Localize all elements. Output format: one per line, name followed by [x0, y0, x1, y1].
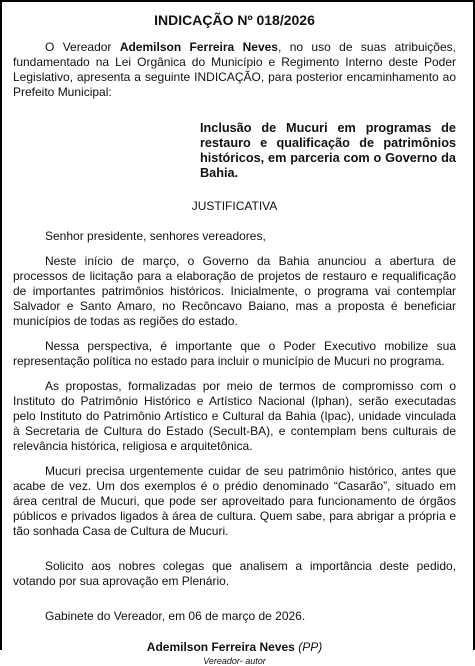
paragraph: Solicito aos nobres colegas que analisem a importância deste pedido, votando por sua aprovação em Plenário. — [13, 559, 456, 588]
signature-block — [13, 640, 456, 655]
opening-text: , no uso de suas atribuições, fundamentado na Lei Orgânica do Município e Regimento Interno deste Poder Legislativo, apresenta a seguinte INDICAÇÃO, para posterior encaminhamento ao Prefeito Municipal: — [13, 40, 456, 99]
signature-role: Vereador- autor — [203, 656, 266, 666]
signature-name: Ademilson Ferreira Neves — [146, 640, 295, 654]
author-name: Ademilson Ferreira Neves — [119, 40, 278, 54]
paragraph: As propostas, formalizadas por meio de termos de compromisso com o Instituto do Patrimônio Histórico e Artístico Nacional (Iphan), serão executadas pelo Instituto do Patrimônio Artístico e Cultural da Bahia (Ipac), unidade vinculada à Secretaria de Cultura do Estado (Secult-BA), e contemplam bens culturais de relevância histórica, religiosa e arquitetônica. — [13, 379, 456, 453]
paragraph: Neste início de março, o Governo da Bahia anunciou a abertura de processos de licitação para a elaboração de projetos de restauro e requalificação de importantes patrimônios históricos. Inicialmente, o programa vai contemplar Salvador e Santo Amaro, no Recôncavo Baiano, mas a proposta é beneficiar municípios de todas as regiões do estado. — [13, 254, 456, 328]
signature-party: (PP) — [298, 640, 323, 654]
opening-lead: O Vereador — [45, 40, 120, 54]
salutation: Senhor presidente, senhores vereadores, — [45, 229, 266, 243]
document-title: INDICAÇÃO Nº 018/2026 — [154, 12, 315, 28]
paragraph: Mucuri precisa urgentemente cuidar de seu patrimônio histórico, antes que acabe de vez. Um dos exemplos é o prédio denominado “Casarão”, situado em área central de Mucuri, que pode ser aproveitado para funcionamento de órgãos públicos e privados ligados à área de cultura. Quem sabe, para abrigar a própria e tão sonhada Casa de Cultura de Mucuri. — [13, 464, 456, 538]
opening-paragraph — [13, 40, 456, 100]
closing-line: Gabinete do Vereador, em 06 de março de 2026. — [45, 609, 306, 623]
justification-heading: JUSTIFICATIVA — [191, 199, 278, 213]
indication-summary: Inclusão de Mucuri em programas de restauro e qualificação de patrimônios históricos, em parceria com o Governo da Bahia. — [200, 121, 456, 180]
paragraph: Nessa perspectiva, é importante que o Poder Executivo mobilize sua representação política no estado para incluir o município de Mucuri no programa. — [13, 339, 456, 368]
